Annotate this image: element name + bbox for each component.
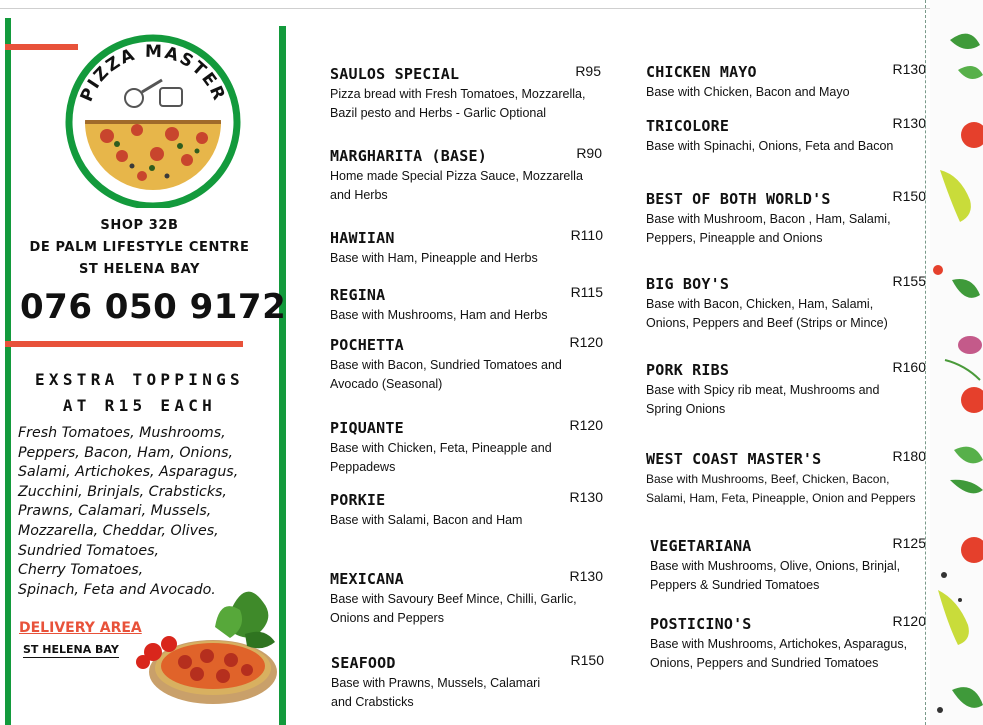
item-price: R130 (569, 568, 603, 584)
address-line-3: ST HELENA BAY (78, 262, 201, 277)
menu-item (331, 654, 604, 712)
item-price: R180 (892, 448, 926, 464)
item-name: SEAFOOD (331, 654, 396, 672)
item-name: POCHETTA (330, 336, 404, 354)
item-name: VEGETARIANA (650, 537, 752, 555)
red-divider-bar (5, 341, 243, 347)
item-name: PORKIE (330, 491, 386, 509)
vegetable-border-illustration (930, 0, 983, 725)
item-description: Base with Mushrooms, Beef, Chicken, Bacon, Salami, Ham, Feta, Pineapple, Onion and Peppers (646, 472, 916, 505)
item-name: BEST OF BOTH WORLD'S (646, 190, 831, 208)
item-price: R120 (569, 334, 603, 350)
item-price: R130 (892, 115, 926, 131)
item-name: REGINA (330, 286, 386, 304)
item-name: WEST COAST MASTER'S (646, 450, 822, 468)
delivery-area-title: DELIVERY AREA (19, 620, 142, 636)
item-description: Base with Prawns, Mussels, Calamari and Crabsticks (331, 676, 541, 709)
topping-line: Sundried Tomatoes, (18, 542, 159, 559)
topping-line: Prawns, Calamari, Mussels, (18, 503, 212, 520)
item-price: R155 (892, 273, 926, 289)
menu-item (330, 147, 602, 205)
extra-toppings-heading: EXSTRA TOPPINGS (35, 370, 244, 389)
item-price: R130 (569, 489, 603, 505)
item-name: SAULOS SPECIAL (330, 65, 460, 83)
item-price: R150 (570, 652, 604, 668)
topping-line: Peppers, Bacon, Ham, Onions, (18, 444, 234, 461)
logo-text: PIZZA MASTER (76, 41, 230, 105)
menu-item (330, 336, 603, 394)
pizza-master-logo (62, 26, 244, 208)
item-description: Base with Mushrooms, Olive, Onions, Brinjal, Peppers & Sundried Tomatoes (650, 559, 901, 592)
topping-line: Zucchini, Brinjals, Crabsticks, (18, 483, 227, 500)
dotted-divider (925, 0, 926, 725)
green-border-right (279, 26, 286, 725)
item-description: Home made Special Pizza Sauce, Mozzarella and Herbs (330, 169, 583, 202)
item-price: R150 (892, 188, 926, 204)
item-description: Pizza bread with Fresh Tomatoes, Mozzarella, Bazil pesto and Herbs - Garlic Optional (330, 87, 586, 120)
topping-line: Cherry Tomatoes, (18, 562, 144, 579)
phone-number: 076 050 9172 (20, 287, 287, 327)
extra-toppings-price: AT R15 EACH (62, 396, 217, 415)
item-name: TRICOLORE (646, 117, 730, 135)
item-description: Base with Salami, Bacon and Ham (330, 513, 523, 527)
item-description: Base with Bacon, Sundried Tomatoes and Avocado (Seasonal) (330, 358, 562, 391)
item-price: R160 (892, 359, 926, 375)
top-rule (0, 8, 983, 9)
item-name: BIG BOY'S (646, 275, 730, 293)
item-description: Base with Mushrooms, Ham and Herbs (330, 308, 548, 322)
menu-item (646, 450, 926, 508)
item-name: PIQUANTE (330, 419, 404, 437)
menu-item (330, 286, 603, 325)
menu-item (330, 491, 603, 530)
item-description: Base with Chicken, Feta, Pineapple and Peppadews (330, 441, 552, 474)
item-description: Base with Savoury Beef Mince, Chilli, Garlic, Onions and Peppers (330, 592, 577, 625)
item-description: Base with Bacon, Chicken, Ham, Salami, Onions, Peppers and Beef (Strips or Mince) (646, 297, 888, 330)
address-line-2: DE PALM LIFESTYLE CENTRE (29, 240, 250, 255)
menu-item (330, 419, 603, 477)
item-price: R90 (576, 145, 602, 161)
item-description: Base with Mushroom, Bacon , Ham, Salami, Peppers, Pineapple and Onions (646, 212, 891, 245)
item-name: POSTICINO'S (650, 615, 752, 633)
menu-item (646, 190, 926, 248)
menu-item (646, 63, 926, 102)
item-name: MARGHARITA (BASE) (330, 147, 487, 165)
item-description: Base with Spicy rib meat, Mushrooms and Spring Onions (646, 383, 880, 416)
item-price: R95 (575, 63, 601, 79)
pizza-illustration (135, 572, 278, 712)
address-line-1: SHOP 32B (100, 218, 179, 233)
delivery-area-value: ST HELENA BAY (23, 643, 119, 656)
menu-item (646, 361, 926, 419)
item-description: Base with Mushrooms, Artichokes, Asparagus, Onions, Peppers and Sundried Tomatoes (650, 637, 908, 670)
item-description: Base with Chicken, Bacon and Mayo (646, 85, 850, 99)
item-price: R130 (892, 61, 926, 77)
item-description: Base with Ham, Pineapple and Herbs (330, 251, 538, 265)
topping-line: Fresh Tomatoes, Mushrooms, (18, 425, 226, 441)
item-price: R110 (570, 227, 603, 243)
item-name: HAWIIAN (330, 229, 395, 247)
topping-line: Spinach, Feta and Avocado. (18, 581, 216, 598)
item-name: CHICKEN MAYO (646, 63, 757, 81)
item-name: PORK RIBS (646, 361, 730, 379)
item-price: R120 (569, 417, 603, 433)
menu-item (330, 229, 603, 268)
item-description: Base with Spinachi, Onions, Feta and Bacon (646, 139, 894, 153)
menu-item (650, 615, 926, 673)
menu-item (330, 65, 601, 123)
item-price: R115 (570, 284, 603, 300)
topping-line: Mozzarella, Cheddar, Olives, (18, 522, 219, 539)
topping-line: Salami, Artichokes, Asparagus, (18, 464, 239, 481)
menu-item (650, 537, 926, 595)
item-price: R120 (892, 613, 926, 629)
menu-item (646, 275, 926, 333)
item-name: MEXICANA (330, 570, 404, 588)
menu-item (646, 117, 926, 156)
item-price: R125 (892, 535, 926, 551)
menu-item (330, 570, 603, 628)
